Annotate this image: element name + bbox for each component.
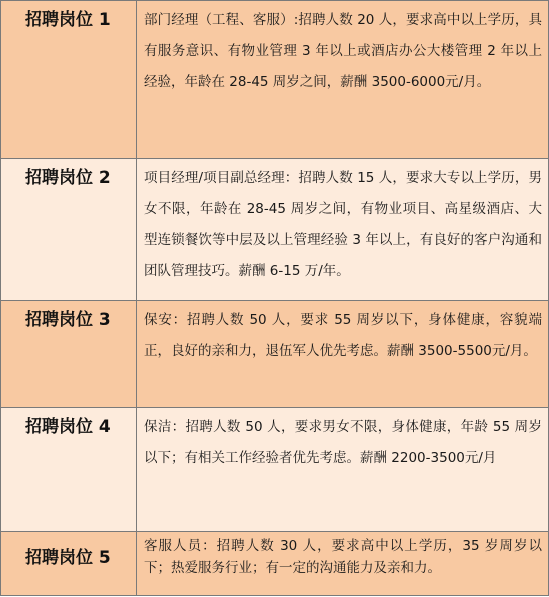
position-description: 部门经理（工程、客服）:招聘人数 20 人，要求高中以上学历，具有服务意识、有物业管理 3 年以上或酒店办公大楼管理 2 年以上经验，年龄在 28-45 周岁之间，薪酬 3500-6000元/月。 <box>137 1 549 158</box>
position-description: 客服人员：招聘人数 30 人，要求高中以上学历，35 岁周岁以下；热爱服务行业；有一定的沟通能力及亲和力。 <box>137 532 549 595</box>
position-label: 招聘岗位 1 <box>0 1 137 158</box>
table-row <box>0 158 549 300</box>
position-label: 招聘岗位 3 <box>0 301 137 407</box>
position-label: 招聘岗位 5 <box>0 532 137 595</box>
table-row <box>0 0 549 158</box>
position-label: 招聘岗位 4 <box>0 408 137 531</box>
table-row <box>0 300 549 407</box>
position-description: 项目经理/项目副总经理：招聘人数 15 人，要求大专以上学历，男女不限，年龄在 28-45 周岁之间，有物业项目、高星级酒店、大型连锁餐饮等中层及以上管理经验 3 年以上，有良好的客户沟通和团队管理技巧。薪酬 6-15 万/年。 <box>137 159 549 300</box>
table-row <box>0 407 549 531</box>
position-label: 招聘岗位 2 <box>0 159 137 300</box>
table-row <box>0 531 549 596</box>
position-description: 保洁：招聘人数 50 人，要求男女不限，身体健康，年龄 55 周岁以下；有相关工作经验者优先考虑。薪酬 2200-3500元/月 <box>137 408 549 531</box>
position-description: 保安：招聘人数 50 人，要求 55 周岁以下，身体健康，容貌端正，良好的亲和力，退伍军人优先考虑。薪酬 3500-5500元/月。 <box>137 301 549 407</box>
